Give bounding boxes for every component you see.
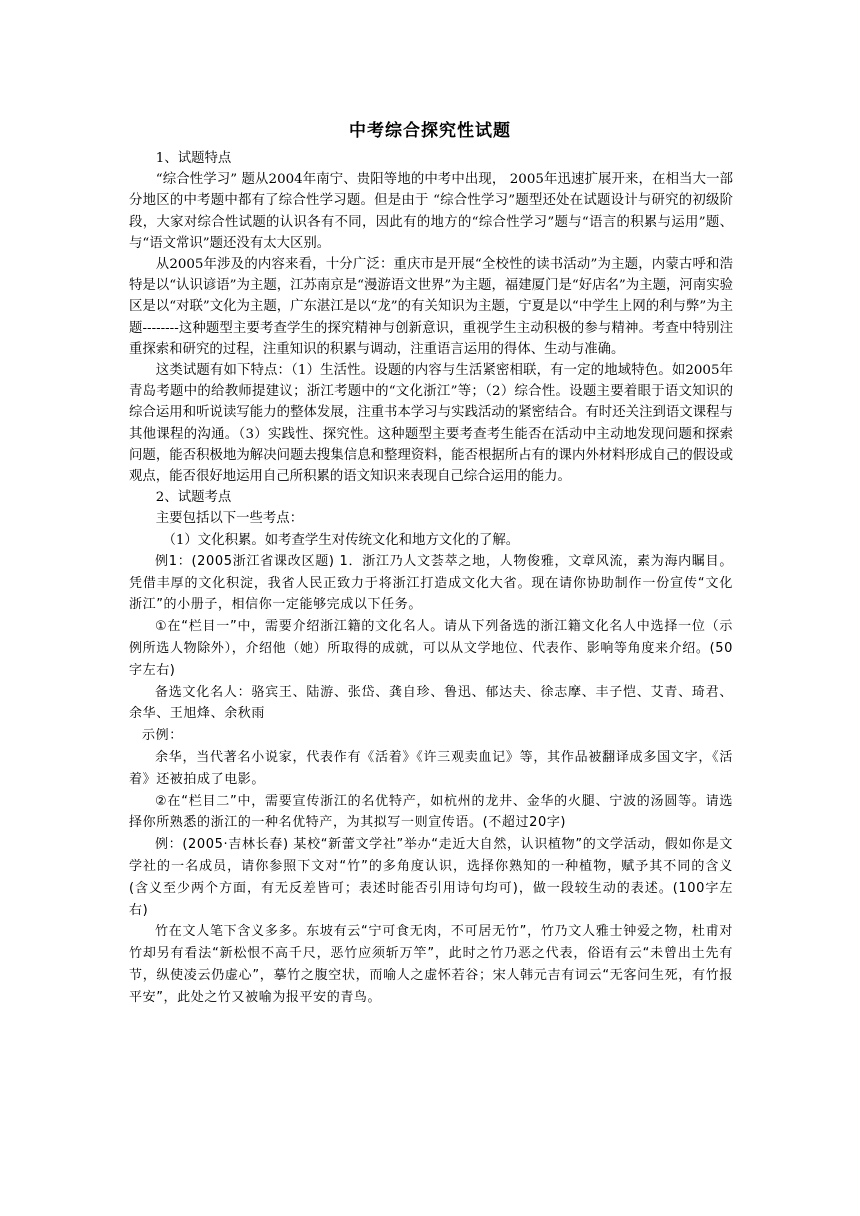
example-1-sample: 余华，当代著名小说家，代表作有《活着》《许三观卖血记》等，其作品被翻译成多国文字，《活着》还被拍成了电影。 [129,750,733,787]
paragraph-intro: “综合性学习” 题从2004年南宁、贵阳等地的中考中出现， 2005年迅速扩展开来，在相当大一部分地区的中考题中都有了综合性学习题。但是由于 “综合性学习”题型还处在试题设计与研究的初级阶段，大家对综合性试题的认识各有不同，因此有的地方的“综合性学习”题与“语言的积累与运用”题、与“语文常识”题还没有太大区别。 [129,172,733,251]
example-1-task-1: ①在“栏目一”中，需要介绍浙江籍的文化名人。请从下列备选的浙江籍文化名人中选择一位（示例所选人物除外），介绍他（她）所取得的成就，可以从文学地位、代表作、影响等角度来介绍。(50字左右) [129,619,733,678]
example-1-sample-label: 示例： [142,728,183,744]
document-body [129,148,733,1009]
example-1-task-2: ②在“栏目二”中，需要宣传浙江的名优特产，如杭州的龙井、金华的火腿、宁波的汤圆等。请选择你所熟悉的浙江的一种名优特产，为其拟写一则宣传语。(不超过20字) [129,793,733,831]
example-1-candidates: 备选文化名人：骆宾王、陆游、张岱、龚自珍、鲁迅、郁达夫、徐志摩、丰子恺、艾青、琦君、余华、王旭烽、余秋雨 [129,684,733,722]
example-1: 例1：(2005浙江省课改区题) 1．浙江乃人文荟萃之地，人物俊雅，文章风流，素为海内瞩目。凭借丰厚的文化积淀，我省人民正致力于将浙江打造成文化大省。现在请你协助制作一份宣传“文化浙江”的小册子，相信你一定能够完成以下任务。 [129,553,733,613]
section-heading-2: 2、试题考点 [155,490,232,506]
section-heading-1: 1、试题特点 [155,151,232,166]
example-2: 例：(2005·吉林长春) 某校“新蕾文学社”举办“走近大自然，认识植物”的文学活动，假如你是文学社的一名成员，请你参照下文对“竹”的多角度认识，选择你熟知的一种植物，赋予其不同的含义(含义至少两个方面，有无反差皆可；表述时能否引用诗句均可)，做一段较生动的表述。(100字左右) [129,837,733,918]
example-2-passage: 竹在文人笔下含义多多。东坡有云“宁可食无肉，不可居无竹”，竹乃文人雅士钟爱之物，杜甫对竹却另有看法“新松恨不高千尺，恶竹应须斩万竿”，此时之竹乃恶之代表，俗语有云“未曾出土先有节，纵使凌云仍虚心”，摹竹之腹空状，而喻人之虚怀若谷；宋人韩元吉有词云“无客问生死，有竹报平安”，此处之竹又被喻为报平安的青鸟。 [129,924,733,1005]
paragraph-points-intro: 主要包括以下一些考点： [155,511,304,527]
paragraph-features: 这类试题有如下特点：（1）生活性。设题的内容与生活紧密相联，有一定的地域特色。如2005年青岛考题中的给教师提建议；浙江考题中的“文化浙江”等；（2）综合性。设题主要着眼于语文知识的综合运用和听说读写能力的整体发展，注重书本学习与实践活动的紧密结合。有时还关注到语文课程与其他课程的沟通。（3）实践性、探究性。这种题型主要考查考生能否在活动中主动地发现问题和探索问题，能否积极地为解决问题去搜集信息和整理资料，能否根据所占有的课内外材料形成自己的假设或观点，能否很好地运用自己所积累的语文知识来表现自己综合运用的能力。 [129,363,733,485]
paragraph-scope: 从2005年涉及的内容来看，十分广泛：重庆市是开展“全校性的读书活动”为主题，内蒙古呼和浩特是以“认识谚语”为主题，江苏南京是“漫游语文世界”为主题，福建厦门是“好店名”为主题，河南实验区是以“对联”文化为主题，广东湛江是以“龙”的有关知识为主题，宁夏是以“中学生上网的利与弊”为主题--------这种题型主要考查学生的探究精神与创新意识，重视学生主动积极的参与精神。考查中特别注重探索和研究的过程，注重知识的积累与调动，注重语言运用的得体、生动与准确。 [129,257,733,357]
paragraph-point-1: （1）文化积累。如考查学生对传统文化和地方文化的了解。 [162,532,520,548]
document-title: 中考综合探究性试题 [349,121,511,141]
